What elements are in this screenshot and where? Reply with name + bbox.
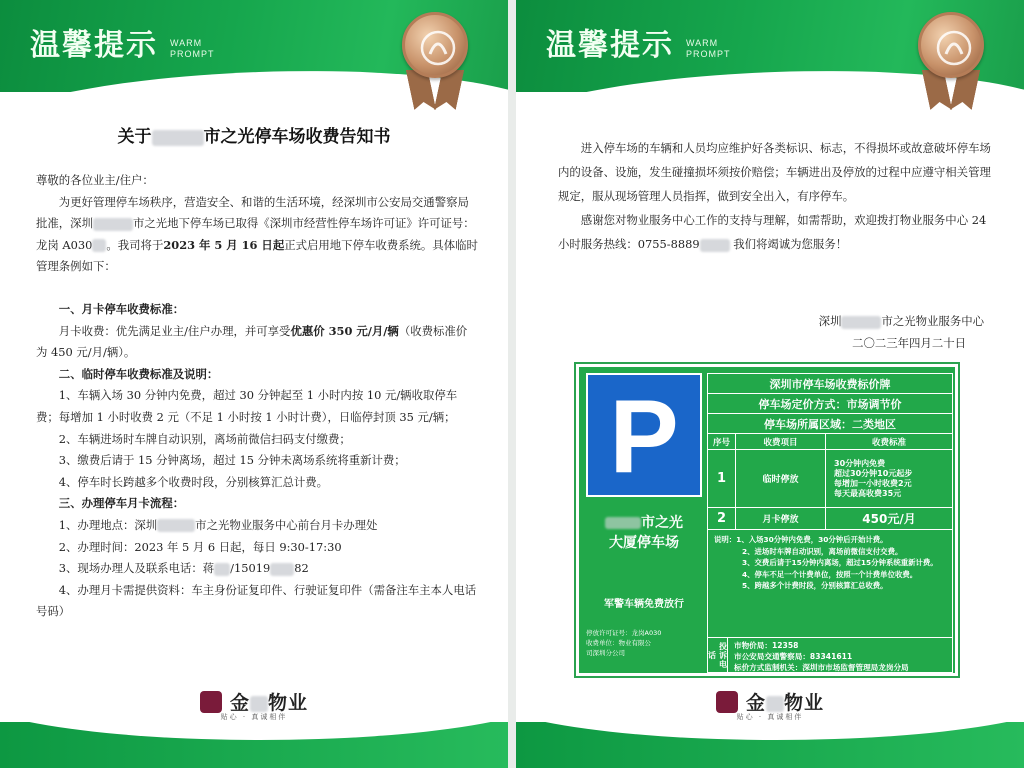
price-table: [707, 373, 953, 673]
brand-name-a: 金: [745, 692, 766, 714]
complaint-label: 投诉电话: [708, 638, 728, 672]
permit-line2-b: 物业有限公: [618, 639, 651, 647]
intro-text-4: 正式启用地下停车收费系统。具体临时管理条例如下：: [36, 237, 478, 274]
section1-text: [36, 321, 478, 364]
office-location-b: 市之光物业服务中心前台月卡办理处: [195, 517, 378, 532]
redacted-block: [700, 239, 730, 252]
redacted-block: [157, 519, 195, 532]
redacted-block: [270, 563, 294, 576]
parking-p-letter: P: [609, 379, 679, 495]
bronze-seal-icon: [918, 12, 984, 78]
redacted-block: [92, 239, 106, 252]
header-subtitle-line1: WARM: [686, 38, 719, 48]
sign-place-a: 市之光: [641, 515, 683, 531]
complaint-section: [708, 638, 952, 672]
redacted-block: [605, 517, 641, 529]
thanks-paragraph: [558, 208, 996, 256]
monthly-fee-text: 月卡收费：优先满足业主/住户办理，并可享受: [58, 323, 291, 338]
table-header-row: [708, 434, 952, 450]
brand-slogan-b: 真诚相伴: [251, 713, 288, 721]
table-row: [708, 450, 952, 508]
note-line: 5、跨越多个计费时段，分别核算汇总收费。: [742, 581, 888, 590]
permit-line2-a: 收费单位：: [586, 639, 619, 647]
signing-org-a: 深圳: [818, 314, 842, 328]
brand-logo-icon: [200, 691, 222, 713]
brand-name: [746, 692, 824, 714]
brand-name-b: 物业: [268, 692, 309, 714]
notice-page-left: [0, 0, 508, 768]
table-row: [708, 508, 952, 530]
notice-body-continued: [558, 136, 996, 256]
row2-std: 450元/月: [862, 512, 916, 526]
start-date: 2023 年 5 月 16 日起: [163, 237, 285, 252]
header-title: 温馨提示: [546, 28, 674, 63]
sign-left-panel: [586, 505, 702, 673]
section3-item1: [36, 515, 478, 537]
redacted-block: [250, 696, 268, 712]
sign-pricing-method: 停车场定价方式：市场调节价: [708, 394, 952, 414]
signing-org-b: 市之光物业服务中心: [881, 314, 984, 328]
notice-page-right: [516, 0, 1024, 768]
section3-item3: [36, 558, 478, 580]
brand-slogan-a: 贴心: [220, 713, 239, 721]
section3-heading: 三、办理停车月卡流程：: [58, 496, 185, 511]
brand-logo-icon: [716, 691, 738, 713]
intro-text-2: 市之光地下停车场已取得《深圳市经营性停车场许可证》许可证号：龙岗 A030: [36, 216, 475, 252]
brand-slogan: 贴心 · 真诚相伴: [736, 713, 804, 721]
header-subtitle: [170, 38, 215, 60]
brand-name-a: 金: [229, 692, 250, 714]
brand-slogan: 贴心 · 真诚相伴: [220, 713, 288, 721]
intro-text-1: 为更好管理停车场秩序，营造安全、和谐的生活环境，经深圳市公安局交通警察局批准，深圳: [36, 194, 469, 231]
intro-paragraph: [36, 192, 478, 278]
sign-place-name: [586, 513, 702, 553]
redacted-block: [766, 696, 784, 712]
contact-phone-a: /15019: [230, 561, 271, 576]
row1-no: 1: [708, 450, 736, 507]
redacted-block: [214, 563, 230, 576]
row2-no: 2: [708, 508, 736, 529]
header-subtitle-line1: WARM: [170, 38, 203, 48]
row1-std-line: 超过30分钟10元起步: [834, 468, 913, 478]
parking-p-icon: [586, 373, 702, 497]
sign-place-b: 大厦停车场: [609, 535, 679, 551]
section2-item1: 1、车辆入场 30 分钟内免费，超过 30 分钟起至 1 小时内按 10 元/辆收取停车费；每增加 1 小时收费 2 元（不足 1 小时按 1 小时计费），日临停封顶 35 元/辆；: [36, 388, 458, 424]
monthly-discount-price: 优惠价 350 元/月/辆: [290, 323, 399, 338]
closing-text: 我们将竭诚为您服务！: [733, 237, 848, 251]
notice-body: [36, 170, 478, 623]
signing-date: 二〇二三年四月二十日: [852, 336, 966, 350]
salutation: 尊敬的各位业主/住户：: [36, 173, 154, 187]
brand-name-b: 物业: [784, 692, 825, 714]
row2-item: 月卡停放: [736, 508, 826, 529]
note-line: 说明：1、入场30分钟内免费，30分钟后开始计费。: [714, 535, 888, 544]
permit-line2: [586, 638, 702, 648]
section2-item2: 2、车辆进场时车牌自动识别，离场前微信扫码支付缴费；: [58, 431, 351, 446]
row1-std: [826, 450, 952, 507]
signature-block: [819, 310, 984, 354]
notice-title-prefix: 关于: [117, 127, 152, 147]
section2-item4: 4、停车时长跨越多个收费时段，分别核算汇总计费。: [58, 474, 329, 489]
brand-slogan-b: 真诚相伴: [767, 713, 804, 721]
redacted-block: [152, 130, 204, 146]
note-line: 2、进场时车牌自动识别，离场前微信支付交费。: [742, 546, 903, 556]
bronze-seal-icon: [402, 12, 468, 78]
hotline-text: 感谢您对物业服务中心工作的支持与理解，如需帮助，欢迎拨打物业服务中心 24 小时服务热线：0755-8889: [558, 213, 987, 251]
notice-title: [0, 122, 508, 147]
row1-item: 临时停放: [736, 450, 826, 507]
section2-item3: 3、缴费后请于 15 分钟离场，超过 15 分钟未离场系统将重新计费；: [58, 453, 406, 468]
notice-title-suffix: 市之光停车场收费告知书: [203, 127, 391, 147]
footer-logo: [0, 688, 508, 722]
redacted-block: [841, 316, 881, 329]
conduct-paragraph: 进入停车场的车辆和人员均应维护好各类标识、标志，不得损坏或故意破坏停车场内的设备、设施，发生碰撞损坏须按价赔偿；车辆进出及停放的过程中应遵守相关管理规定，服从现场管理人员指挥，做到安全出入，有序停车。: [558, 141, 991, 203]
complaint-line: 市公安局交通警察局：83341611: [734, 652, 853, 661]
header-subtitle: [686, 38, 731, 60]
sign-notes: [708, 530, 952, 638]
section3-item2: 2、办理时间：2023 年 5 月 6 日起，每日 9:30-17:30: [58, 539, 342, 554]
section3-item4: 4、办理月卡需提供资料：车主身份证复印件、行驶证复印件（需备注车主本人电话号码）: [36, 582, 477, 619]
contact-name: 3、现场办理人及联系电话：蒋: [58, 561, 215, 576]
sign-area: 停车场所属区域：二类地区: [708, 414, 952, 434]
permit-line3: 司深圳分公司: [586, 649, 625, 657]
complaint-line: 标价方式监制机关：深圳市市场监督管理局龙岗分局: [734, 663, 909, 672]
permit-line1: 停放许可证号：龙岗A030: [586, 629, 662, 637]
sign-title: 深圳市停车场收费标价牌: [708, 374, 952, 394]
monthly-standard-price: （收费标准价为 450 元/月/辆）。: [36, 323, 468, 360]
row1-std-line: 每增加一小时收费2元: [834, 478, 912, 488]
note-line: 4、停车不足一个计费单位，按照一个计费单位收费。: [742, 569, 918, 579]
redacted-block: [93, 218, 133, 231]
header-title: 温馨提示: [30, 28, 158, 63]
complaint-contacts: [728, 638, 915, 672]
military-free-note: 军警车辆免费放行: [604, 599, 684, 610]
parking-price-sign: [576, 364, 958, 676]
col-std: 收费标准: [871, 437, 906, 448]
note-line: 3、交费后请于15分钟内离场，超过15分钟系统重新计费。: [742, 558, 938, 567]
header-subtitle-line2: PROMPT: [170, 49, 215, 59]
section1-heading: 一、月卡停车收费标准：: [58, 301, 185, 316]
complaint-line: 市物价局：12358: [734, 641, 799, 650]
signing-org: [819, 310, 984, 332]
intro-text-3: 。我司将于: [106, 237, 164, 252]
office-location-a: 1、办理地点：深圳: [58, 517, 158, 532]
brand-name: [230, 692, 308, 714]
col-no: 序号: [708, 434, 736, 449]
col-item: 收费项目: [736, 434, 826, 449]
row1-std-line: 每天最高收费35元: [834, 488, 902, 498]
brand-slogan-a: 贴心: [736, 713, 755, 721]
header-subtitle-line2: PROMPT: [686, 49, 731, 59]
sign-permit-info: [586, 628, 702, 658]
contact-phone-b: 82: [294, 561, 309, 576]
footer-logo: [516, 688, 1024, 722]
section2-heading: 二、临时停车收费标准及说明：: [58, 366, 219, 381]
row1-std-line: 30分钟内免费: [834, 458, 886, 468]
